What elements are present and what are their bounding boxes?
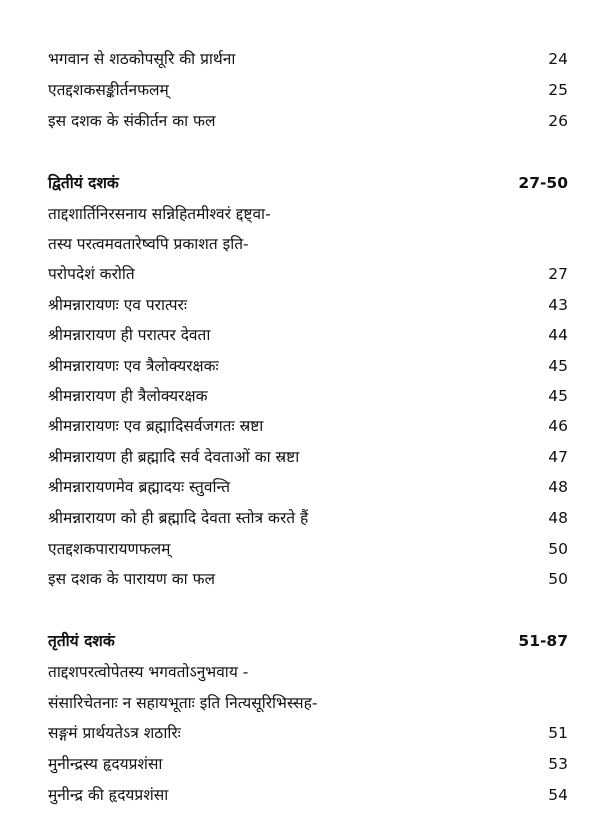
toc-entry [48,472,568,502]
entry-page: 44 [548,326,568,344]
entry-page: 53 [548,755,568,773]
toc-entry [48,381,568,411]
entry-page: 54 [548,786,568,804]
entry-page: 45 [548,387,568,405]
entry-title: श्रीमन्नारायण ही ब्रह्मादि सर्व देवताओं का स्रष्टा [48,448,300,466]
entry-page: 51 [548,724,568,742]
toc-entry [48,657,568,687]
entry-title: तस्य परत्वमवतारेष्वपि प्रकाशत इति- [48,235,249,253]
entry-page: 43 [548,296,568,314]
entry-title: ताद्दशपरत्वोपेतस्य भगवतोऽनुभवाय - [48,663,249,681]
toc-entry [48,749,568,779]
entry-title: श्रीमन्नारायणः एव ब्रह्मादिसर्वजगतः स्रष्टा [48,417,264,435]
toc-entry [48,351,568,381]
entry-title: श्रीमन्नारायणमेव ब्रह्मादयः स्तुवन्ति [48,478,231,496]
toc-entry [48,259,568,289]
toc-entry [48,564,568,594]
heading-title: द्वितीयं दशकं [48,174,119,192]
entry-title: भगवान से शठकोपसूरि की प्रार्थना [48,50,236,68]
toc-entry [48,442,568,472]
section-heading [48,168,568,198]
toc-entry [48,290,568,320]
heading-title: तृतीयं दशकं [48,632,115,650]
entry-title: श्रीमन्नारायणः एव त्रैलोक्यरक्षकः [48,357,219,375]
entry-page: 46 [548,417,568,435]
entry-title: इस दशक के संकीर्तन का फल [48,112,216,130]
entry-page: 26 [548,112,568,130]
entry-title: मुनीन्द्र की हृदयप्रशंसा [48,786,169,804]
entry-page: 50 [548,540,568,558]
entry-title: संसारिचेतनाः न सहायभूताः इति नित्यसूरिभिस्सह- [48,694,318,712]
entry-title: इस दशक के पारायण का फल [48,570,216,588]
entry-title: श्रीमन्नारायणः एव परात्परः [48,296,187,314]
entry-page: 50 [548,570,568,588]
heading-page-range: 51-87 [518,632,568,650]
toc-entry [48,229,568,259]
entry-page: 48 [548,478,568,496]
toc-entry [48,44,568,74]
entry-title: परोपदेशं करोति [48,265,135,283]
entry-title: एतद्दशकसङ्कीर्तनफलम् [48,81,169,99]
section-heading [48,626,568,656]
entry-title: श्रीमन्नारायण को ही ब्रह्मादि देवता स्तोत्र करते हैं [48,509,309,527]
entry-title: श्रीमन्नारायण ही त्रैलोक्यरक्षक [48,387,208,405]
toc-entry [48,199,568,229]
entry-page: 25 [548,81,568,99]
entry-page: 48 [548,509,568,527]
entry-title: एतद्दशकपारायणफलम् [48,540,171,558]
entry-title: सङ्गमं प्रार्थयतेऽत्र शठारिः [48,724,181,742]
toc-entry [48,106,568,136]
entry-title: श्रीमन्नारायण ही परात्पर देवता [48,326,211,344]
entry-page: 24 [548,50,568,68]
toc-entry [48,534,568,564]
entry-page: 47 [548,448,568,466]
toc-entry [48,503,568,533]
heading-page-range: 27-50 [518,174,568,192]
toc-entry [48,688,568,718]
toc-entry [48,75,568,105]
entry-page: 27 [548,265,568,283]
toc-entry [48,411,568,441]
entry-title: मुनीन्द्रस्य हृदयप्रशंसा [48,755,163,773]
toc-entry [48,320,568,350]
entry-title: ताद्दशार्तिनिरसनाय सन्निहितमीश्वरं द्दष्ट्वा- [48,205,271,223]
toc-entry [48,780,568,810]
toc-entry [48,718,568,748]
entry-page: 45 [548,357,568,375]
